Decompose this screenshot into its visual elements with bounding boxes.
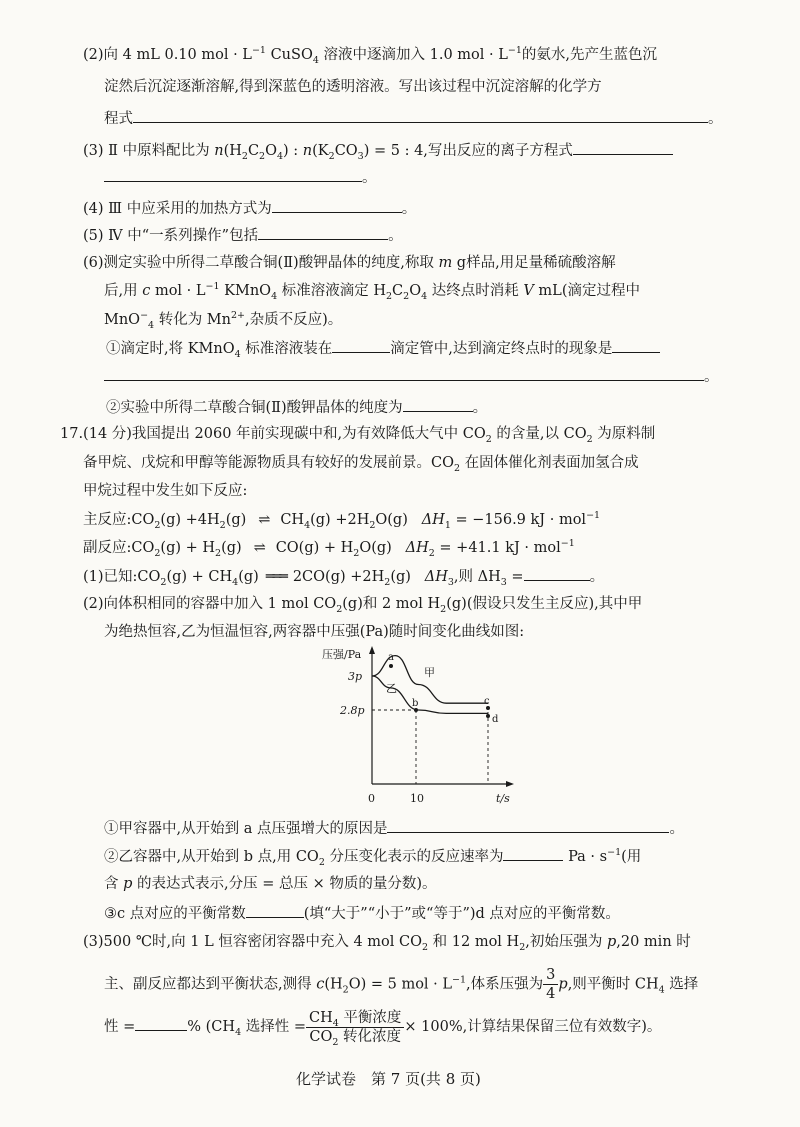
q17-part2-sub2: ②乙容器中,从开始到 b 点,用 $CO_2$ 分压变化表示的反应速率为 $Pa \cdot s^{-1}$(用: [104, 847, 642, 868]
point-c-label: c: [484, 696, 490, 707]
q17-part2-sub2-line2: 含 p 的表达式表示,分压 = 总压 × 物质的量分数)。: [104, 876, 437, 892]
answer-blank[interactable]: [573, 140, 673, 155]
q16-part5: (5) Ⅳ 中“一系列操作”包括 。: [83, 225, 403, 246]
q17-part2-sub3: ③c 点对应的平衡常数 (填“大于”“小于”或“等于”)d 点对应的平衡常数。: [104, 903, 620, 924]
point-d-label: d: [492, 714, 499, 725]
answer-blank[interactable]: [104, 167, 362, 182]
point-d: [486, 714, 490, 718]
answer-blank[interactable]: [258, 225, 388, 240]
q16-part6-sub1: ①滴定时,将 KMnO$_4$ 标准溶液装在 滴定管中,达到滴定终点时的现象是: [106, 338, 660, 359]
answer-blank[interactable]: [524, 566, 590, 581]
selectivity-fraction: $\frac{CH_4 平衡浓度}{CO_2 转化浓度}$: [306, 1009, 404, 1046]
q17-intro-line2: 备甲烷、戊烷和甲醇等能源物质具有较好的发展前景。$CO_2$ 在固体催化剂表面加氢合成: [83, 455, 639, 474]
q16-part2-line3: 程式 。: [104, 108, 723, 129]
series-yi-label: 乙: [386, 682, 397, 695]
main-reaction: 主反应$:CO_2(g) +4H_2(g)$ ⇌ $CH_4(g) +2H_2O(g)$ $\Delta H_1 = -156.9$ kJ · mol$^{-1}$: [83, 510, 601, 531]
answer-blank[interactable]: [246, 903, 304, 918]
y-axis-arrow-icon: [369, 646, 375, 654]
q17-part1: (1)已知$:CO_2(g) + CH_4(g)$ ═══ $2CO(g) +2H_2(g)$ $\Delta H_3$,则 $\Delta H_3$ = 。: [83, 566, 604, 587]
q16-part6-sub2: ②实验中所得二草酸合铜(Ⅱ)酸钾晶体的纯度为 。: [106, 397, 487, 418]
series-jia-label: 甲: [424, 666, 435, 679]
q17-part2-line2: 为绝热恒容,乙为恒温恒容,两容器中压强(Pa)随时间变化曲线如图:: [104, 624, 525, 640]
equals-arrow-icon: ═══: [265, 569, 286, 585]
equilibrium-arrow-icon: ⇌: [258, 512, 269, 528]
q16-part2-line1: (2)向 4 mL 0.10 mol · $L^{-1}$ CuSO$_4$ 溶液中逐滴加入 1.0 mol · $L^{-1}$的氨水,先产生蓝色沉: [83, 45, 657, 66]
x-tick-10: 10: [410, 792, 424, 804]
q16-part3-line1: (3) Ⅱ 中原料配比为 $n(H_2C_2O_4)$ : $n(K_2CO_3) = 5$ : 4,写出反应的离子方程式: [83, 140, 673, 161]
y-tick-2-8p: 2.8p: [340, 704, 365, 717]
pressure-time-chart: [320, 644, 520, 804]
q17-part2-line1: (2)向体积相同的容器中加入 1 mol $CO_2(g)$和 2 mol $H_2(g)$(假设只发生主反应),其中甲: [83, 596, 643, 615]
answer-blank[interactable]: [612, 338, 660, 353]
q16-part6-sub1-line2: 。: [104, 366, 719, 387]
q16-part3-line2: 。: [104, 167, 377, 188]
q16-part6-line1: (6)测定实验中所得二草酸合铜(Ⅱ)酸钾晶体的纯度,称取 m g样品,用足量稀硫酸溶解: [83, 255, 616, 271]
answer-blank[interactable]: [503, 846, 563, 861]
answer-blank[interactable]: [403, 397, 473, 412]
answer-blank[interactable]: [133, 108, 708, 123]
point-b-label: b: [412, 698, 419, 709]
y-axis-label: 压强/Pa: [322, 648, 362, 661]
point-a-label: a: [388, 652, 394, 663]
x-tick-0: 0: [368, 792, 375, 804]
answer-blank[interactable]: [104, 366, 704, 381]
answer-blank[interactable]: [135, 1016, 187, 1031]
y-tick-3p: 3p: [348, 670, 363, 683]
answer-blank[interactable]: [272, 198, 402, 213]
q16-part2-line2: 淀然后沉淀逐渐溶解,得到深蓝色的透明溶液。写出该过程中沉淀溶解的化学方: [104, 79, 602, 95]
page-footer: 化学试卷 第 7 页(共 8 页): [296, 1070, 481, 1088]
q17-part3-line2: 主、副反应都达到平衡状态,测得 $c(H_2O) = 5$ mol · $L^{-1}$,体系压强为 $\frac{3}{4}$ p,则平衡时 $CH_4$ 选择: [104, 967, 699, 1002]
q16-part4: (4) Ⅲ 中应采用的加热方式为 。: [83, 198, 416, 219]
fraction-three-quarters: $\frac{3}{4}$: [543, 966, 558, 1003]
side-reaction: 副反应$:CO_2(g) + H_2(g)$ ⇌ $CO(g) + H_2O(g)$ $\Delta H_2 = +41.1$ kJ · mol$^{-1}$: [83, 538, 575, 559]
q17-part3-line3: 性 = % ($CH_4$ 选择性 = $\frac{CH_4 平衡浓度}{CO_2 转化浓度}$ × 100%,计算结果保留三位有效数字)。: [104, 1009, 662, 1048]
point-a: [389, 664, 393, 668]
q16-part6-line3: MnO−$_4$ 转化为 $Mn^{2+}$,杂质不反应)。: [104, 310, 343, 331]
equilibrium-arrow-icon: ⇌: [253, 540, 264, 556]
q17-intro-line1: 17.(14 分)我国提出 2060 年前实现碳中和,为有效降低大气中 $CO_2$ 的含量,以 $CO_2$ 为原料制: [60, 426, 656, 445]
q17-part3-line1: (3)500 ℃时,向 1 L 恒容密闭容器中充入 4 mol $CO_2$ 和 12 mol $H_2$,初始压强为 p,20 min 时: [83, 934, 691, 953]
answer-blank[interactable]: [332, 338, 390, 353]
q17-intro-line3: 甲烷过程中发生如下反应:: [83, 483, 248, 499]
answer-blank[interactable]: [387, 818, 669, 833]
x-axis-arrow-icon: [506, 781, 514, 787]
q16-part6-line2: 后,用 c mol · $L^{-1}$ KMnO$_4$ 标准溶液滴定 $H_2C_2O_4$ 达终点时消耗 V mL(滴定过程中: [104, 281, 640, 302]
q17-part2-sub1: ①甲容器中,从开始到 a 点压强增大的原因是 。: [104, 818, 684, 839]
x-axis-label: t/s: [496, 792, 510, 804]
